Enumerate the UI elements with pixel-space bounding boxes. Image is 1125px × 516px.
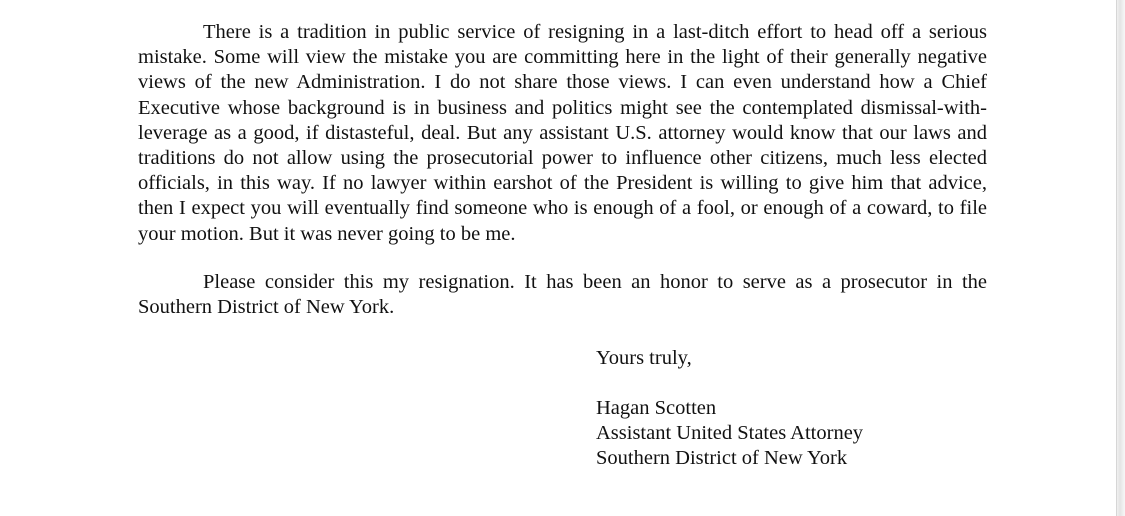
signature-block xyxy=(596,396,863,472)
signer-title: Assistant United States Attorney xyxy=(596,422,864,445)
signer-name: Hagan Scotten xyxy=(596,397,717,419)
body-paragraph-2: Please consider this my resignation. It has been an honor to serve as a prosecutor in the Southern District of New York. xyxy=(138,271,987,319)
body-paragraph-1: There is a tradition in public service of resigning in a last-ditch effort to head off a serious mistake. Some will view the mistake you are committing here in the light of their generally negative views of the new Administration. I do not share those views. I can even understand how a Chief Executive whose background is in business and politics might see the contemplated dismissal-with-leverage as a good, if distasteful, deal. But any assistant U.S. attorney would know that our laws and traditions do not allow using the prosecutorial power to influence other citizens, much less elected officials, in this way. If no lawyer within earshot of the President is willing to give him that advice, then I expect you will eventually find someone who is enough of a fool, or enough of a coward, to file your motion. But it was never going to be me. xyxy=(138,21,987,245)
signer-office: Southern District of New York xyxy=(596,447,848,470)
page-edge-shadow xyxy=(1116,0,1125,516)
closing-line: Yours truly, xyxy=(596,347,692,369)
